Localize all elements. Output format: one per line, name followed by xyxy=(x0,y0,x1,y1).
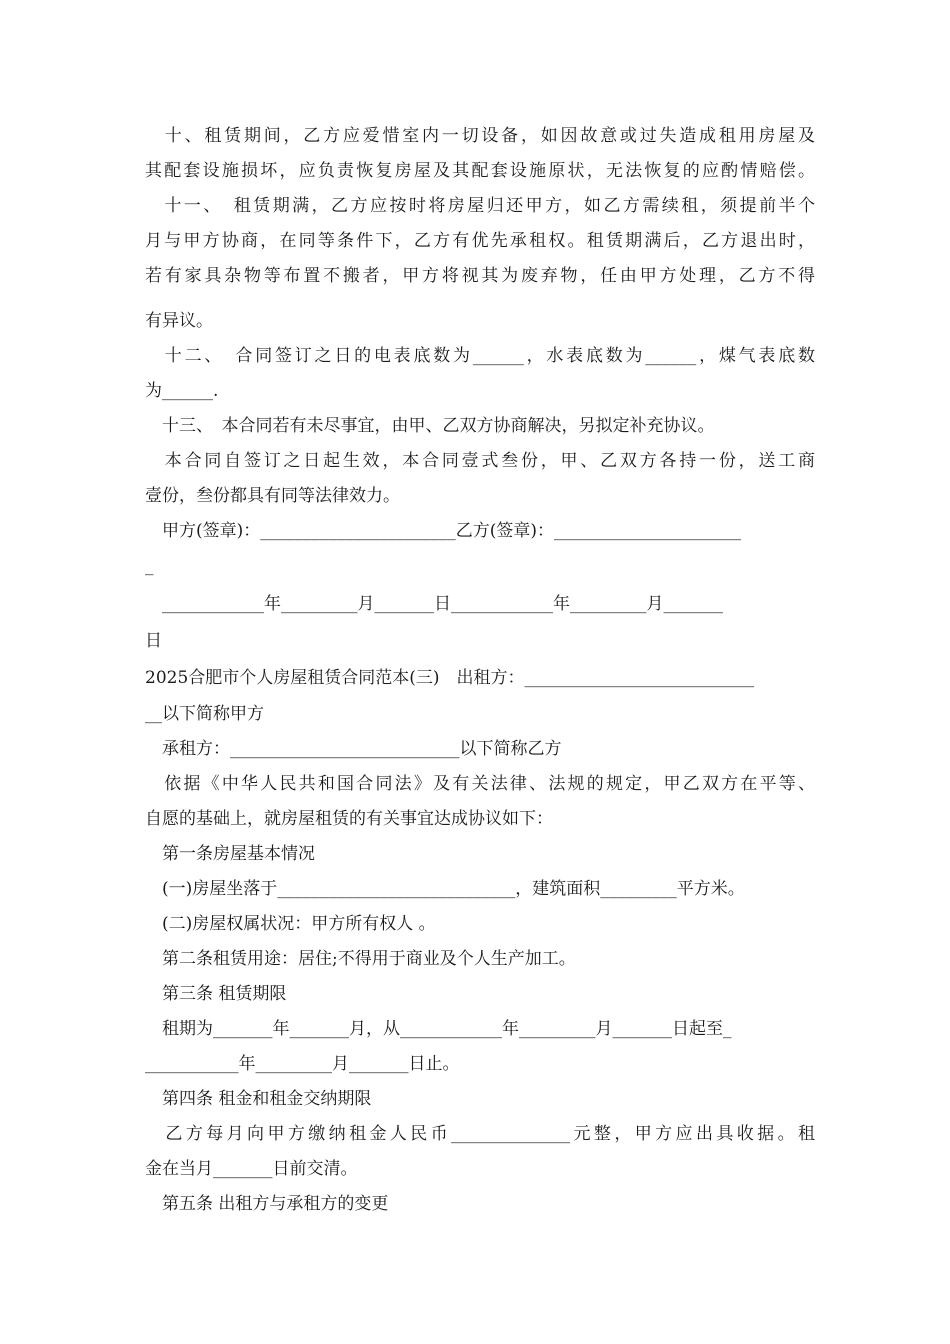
text-line: 承租方：___________________________以下简称乙方 xyxy=(145,739,562,759)
text-line: 乙方每月向甲方缴纳租金人民币______________元整，甲方应出具收据。租 xyxy=(145,1124,815,1144)
text-line: 其配套设施损坏，应负责恢复房屋及其配套设施原状，无法恢复的应酌情赔偿。 xyxy=(145,161,815,181)
clause-heading: 第四条 租金和租金交纳期限 xyxy=(145,1089,372,1109)
text-line: 日 xyxy=(145,631,162,651)
text-line: 自愿的基础上，就房屋租赁的有关事宜达成协议如下： xyxy=(145,809,553,829)
text-line: 本合同自签订之日起生效，本合同壹式叁份，甲、乙双方各持一份，送工商 xyxy=(145,451,815,471)
text-line: 十一、 租赁期满，乙方应按时将房屋归还甲方，如乙方需续租，须提前半个 xyxy=(145,196,815,216)
section-heading: 2025合肥市个人房屋租赁合同范本(三) 出租方：___________________________ xyxy=(145,668,755,688)
text-line: 依据《中华人民共和国合同法》及有关法律、法规的规定，甲乙双方在平等、 xyxy=(145,774,815,794)
text-line: __以下简称甲方 xyxy=(145,704,264,724)
text-line: 金在当月_______日前交清。 xyxy=(145,1159,358,1179)
text-line: 租期为_______年_______月，从____________年_________月_______日起至_ xyxy=(145,1019,732,1039)
date-line: ____________年_________月_______日____________年_________月_______ xyxy=(145,594,723,614)
text-line: 有异议。 xyxy=(145,311,213,331)
signature-line: 甲方(签章)：_______________________乙方(签章)：______________________ xyxy=(145,521,742,541)
text-line: 月与甲方协商，在同等条件下，乙方有优先承租权。租赁期满后，乙方退出时， xyxy=(145,231,815,251)
text-line: 十、租赁期间，乙方应爱惜室内一切设备，如因故意或过失造成租用房屋及 xyxy=(145,126,815,146)
clause-heading: 第二条租赁用途：居住;不得用于商业及个人生产加工。 xyxy=(145,949,576,969)
text-line: 壹份，叁份都具有同等法律效力。 xyxy=(145,486,400,506)
text-line: 为______. xyxy=(145,381,219,401)
text-line: (一)房屋坐落于____________________________，建筑面积_________平方米。 xyxy=(145,879,745,899)
clause-heading: 第三条 租赁期限 xyxy=(145,984,287,1004)
text-line: _ xyxy=(145,556,154,576)
clause-heading: 第五条 出租方与承租方的变更 xyxy=(145,1194,389,1214)
text-line: ___________年_________月_______日止。 xyxy=(145,1054,460,1074)
text-line: 十三、 本合同若有未尽事宜，由甲、乙双方协商解决，另拟定补充协议。 xyxy=(145,416,715,436)
text-line: 若有家具杂物等布置不搬者，甲方将视其为废弃物，任由甲方处理，乙方不得 xyxy=(145,266,815,286)
text-line: 十二、 合同签订之日的电表底数为______，水表底数为______，煤气表底数 xyxy=(145,346,815,366)
text-line: (二)房屋权属状况：甲方所有权人 。 xyxy=(145,914,436,934)
clause-heading: 第一条房屋基本情况 xyxy=(145,844,315,864)
